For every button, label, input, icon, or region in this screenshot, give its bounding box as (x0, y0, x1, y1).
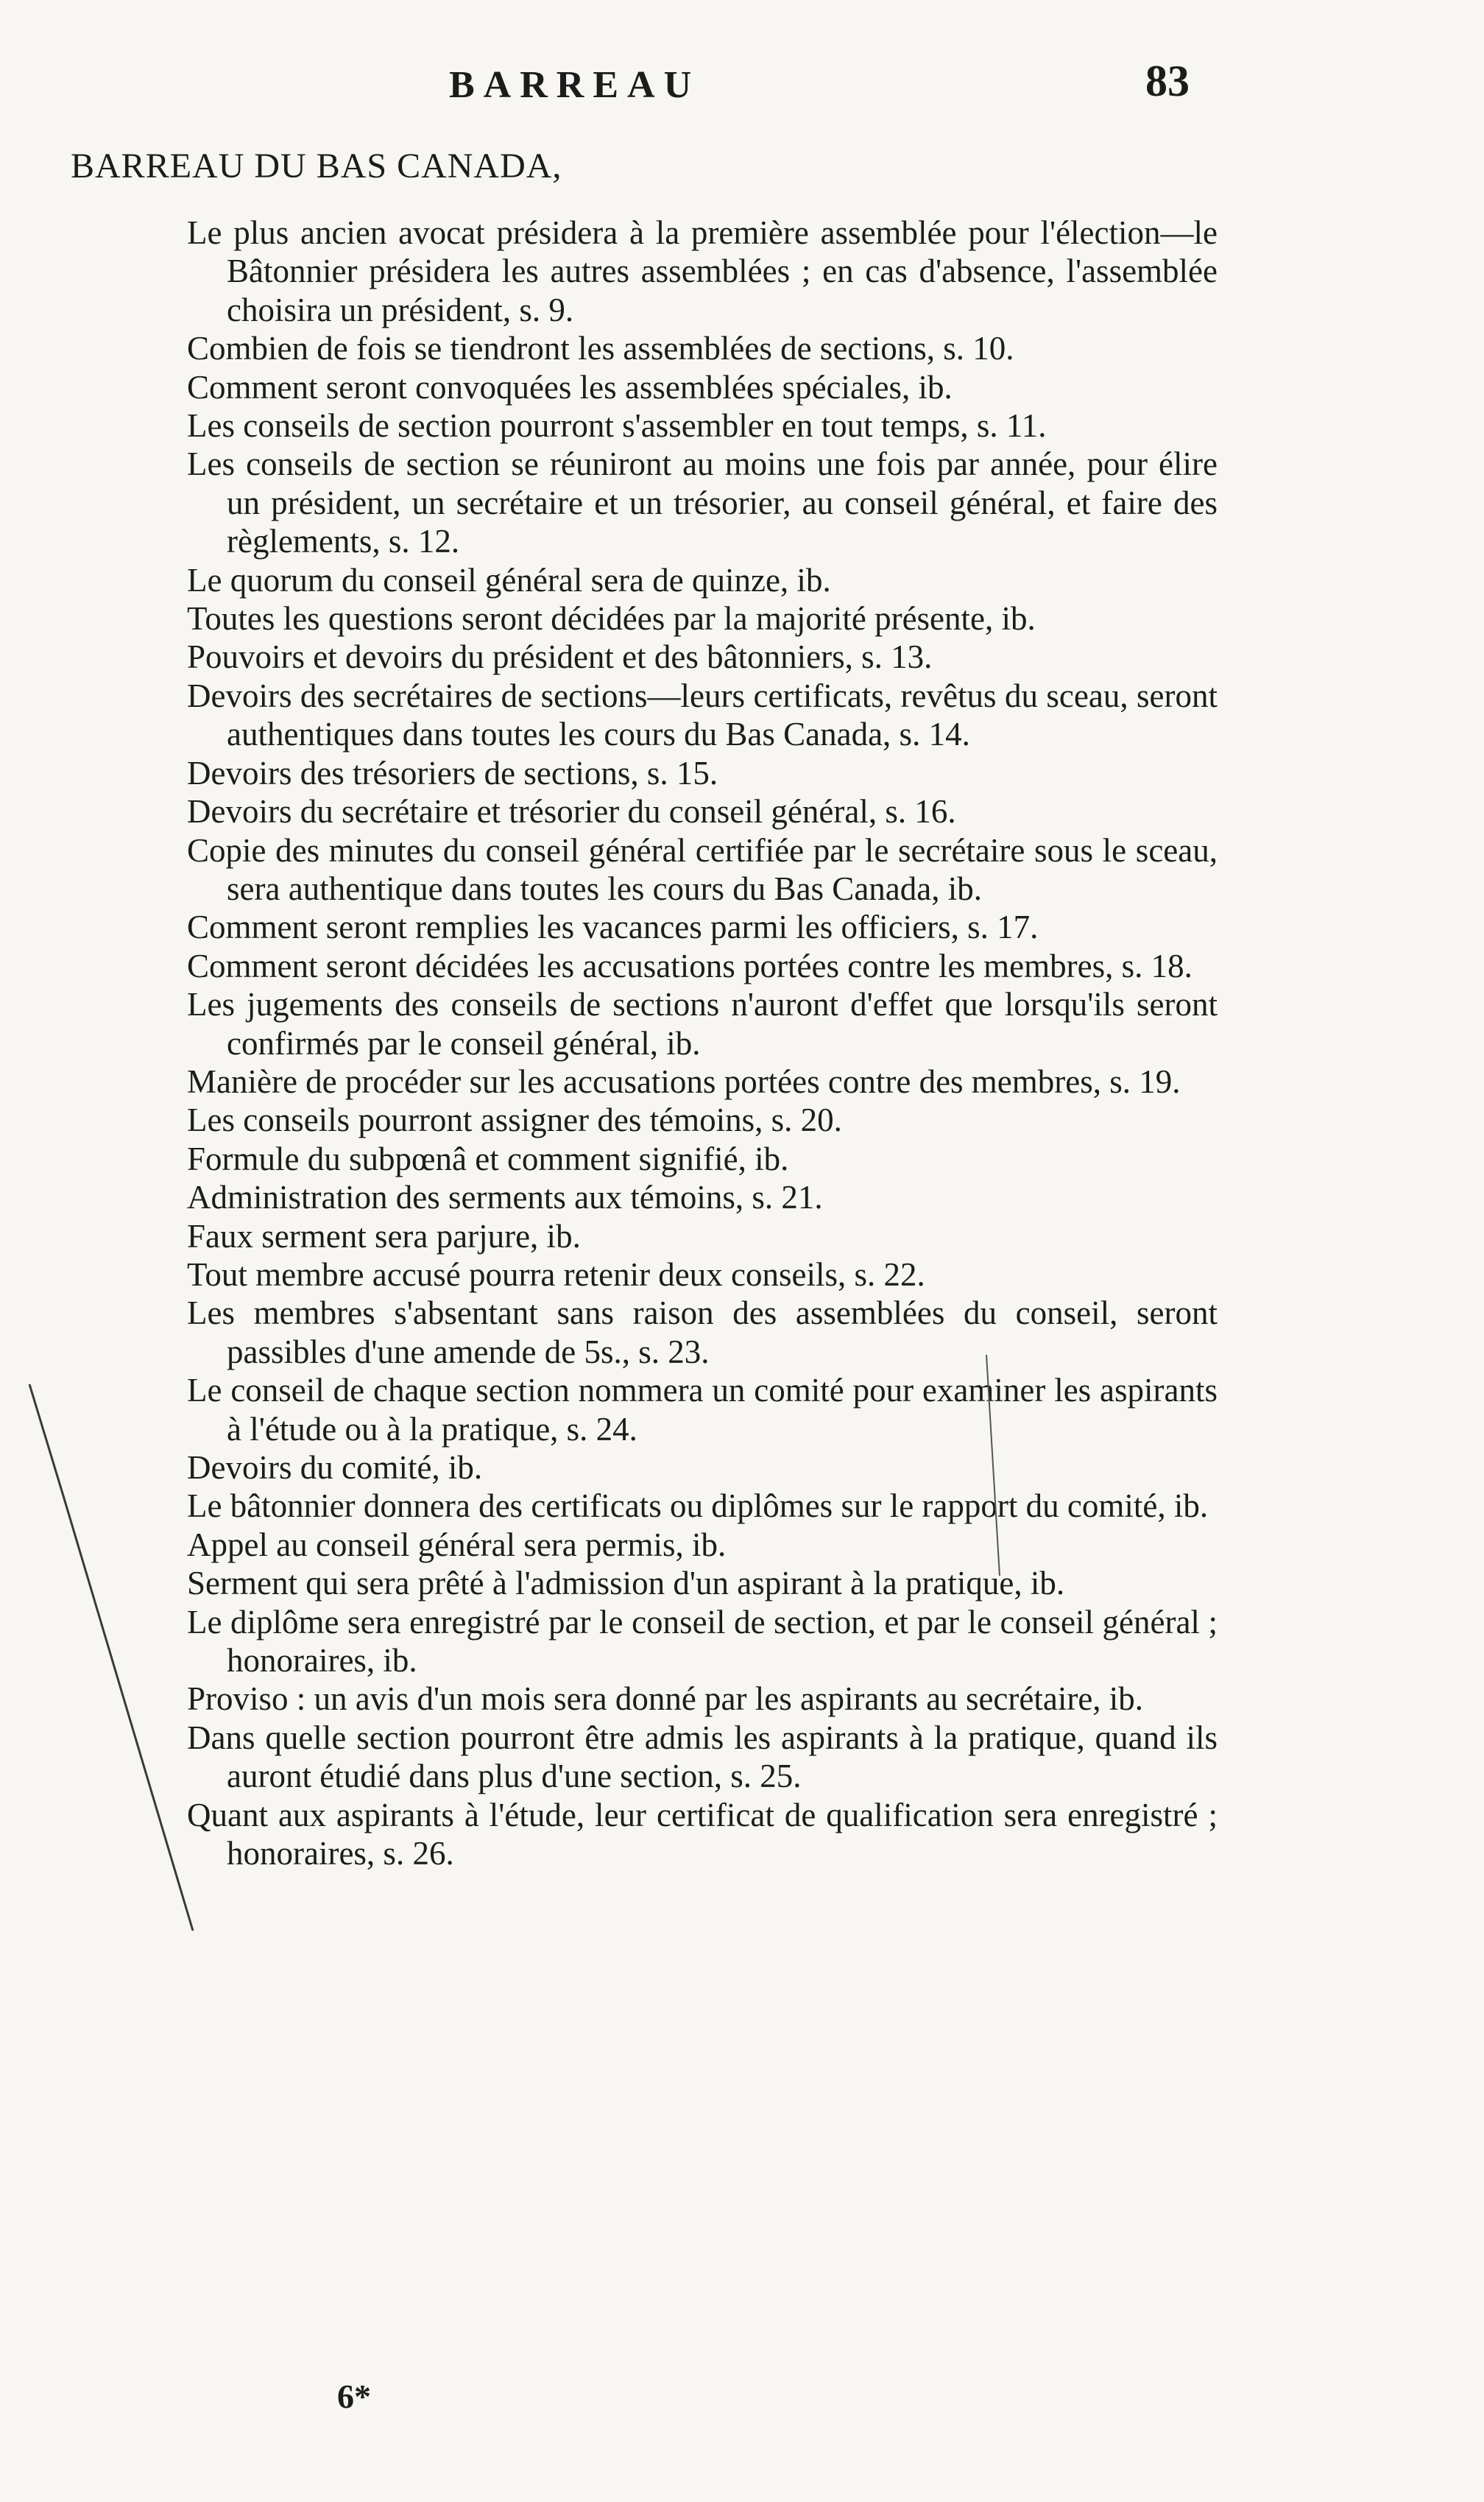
index-entry: Comment seront décidées les accusations portées contre les membres, s. 18. (187, 947, 1192, 984)
running-head: BARREAU (449, 64, 701, 106)
index-entry: Pouvoirs et devoirs du président et des bâtonniers, s. 13. (187, 638, 933, 676)
index-entry: Formule du subpœnâ et comment signifié, ib. (187, 1140, 789, 1177)
index-entry: Les conseils pourront assigner des témoins, s. 20. (187, 1102, 842, 1139)
index-entry: Toutes les questions seront décidées par la majorité présente, ib. (187, 600, 1036, 638)
index-entry: Copie des minutes du conseil général certifiée par le secrétaire sous le sceau, sera authentique dans toutes les cours du Bas Canada, ib. (187, 831, 1218, 907)
index-entry: Devoirs des secrétaires de sections—leurs certificats, revêtus du sceau, seront authentiques dans toutes les cours du Bas Canada, s. 14. (187, 677, 1218, 753)
index-entry: Appel au conseil général sera permis, ib. (187, 1526, 727, 1563)
index-entry: Administration des serments aux témoins, s. 21. (187, 1179, 823, 1216)
index-entry: Les conseils de section pourront s'assembler en tout temps, s. 11. (187, 407, 1047, 445)
index-entry: Combien de fois se tiendront les assemblées de sections, s. 10. (187, 330, 1014, 367)
index-entry: Le bâtonnier donnera des certificats ou diplômes sur le rapport du comité, ib. (187, 1487, 1209, 1525)
index-entry: Devoirs des trésoriers de sections, s. 15. (187, 754, 718, 792)
index-entry: Dans quelle section pourront être admis les aspirants à la pratique, quand ils auront étudié dans plus d'une section, s. 25. (187, 1719, 1218, 1795)
section-heading: BARREAU DU BAS CANADA, (71, 147, 562, 186)
index-entry: Les jugements des conseils de sections n'auront d'effet que lorsqu'ils seront confirmés par le conseil général, ib. (187, 986, 1218, 1062)
index-entry: Les conseils de section se réuniront au moins une fois par année, pour élire un président, un secrétaire et un trésorier, au conseil général, et faire des règlements, s. 12. (187, 445, 1218, 560)
index-entry: Devoirs du comité, ib. (187, 1449, 483, 1486)
index-entry: Comment seront convoquées les assemblées spéciales, ib. (187, 368, 953, 406)
index-entry: Faux serment sera parjure, ib. (187, 1217, 581, 1255)
index-entry: Le conseil de chaque section nommera un comité pour examiner les aspirants à l'étude ou à la pratique, s. 24. (187, 1372, 1218, 1448)
signature-mark: 6* (337, 2378, 371, 2415)
index-entry: Les membres s'absentant sans raison des assemblées du conseil, seront passibles d'une amende de 5s., s. 23. (187, 1294, 1218, 1370)
page-number: 83 (1145, 57, 1190, 105)
index-entry: Comment seront remplies les vacances parmi les officiers, s. 17. (187, 909, 1039, 946)
index-entry: Proviso : un avis d'un mois sera donné par les aspirants au secrétaire, ib. (187, 1680, 1144, 1718)
index-entry: Devoirs du secrétaire et trésorier du conseil général, s. 16. (187, 793, 956, 831)
index-entry: Le plus ancien avocat présidera à la première assemblée pour l'élection—le Bâtonnier présidera les autres assemblées ; en cas d'absence, l'assemblée choisira un président, s. 9. (187, 214, 1218, 328)
index-entry: Serment qui sera prêté à l'admission d'un aspirant à la pratique, ib. (187, 1565, 1065, 1602)
index-entry: Quant aux aspirants à l'étude, leur certificat de qualification sera enregistré ; honoraires, s. 26. (187, 1796, 1218, 1872)
index-entry: Manière de procéder sur les accusations portées contre des membres, s. 19. (187, 1063, 1181, 1100)
index-entry: Le diplôme sera enregistré par le conseil de section, et par le conseil général ; honoraires, ib. (187, 1603, 1218, 1680)
index-entry: Tout membre accusé pourra retenir deux conseils, s. 22. (187, 1255, 925, 1293)
index-entry: Le quorum du conseil général sera de quinze, ib. (187, 561, 831, 599)
